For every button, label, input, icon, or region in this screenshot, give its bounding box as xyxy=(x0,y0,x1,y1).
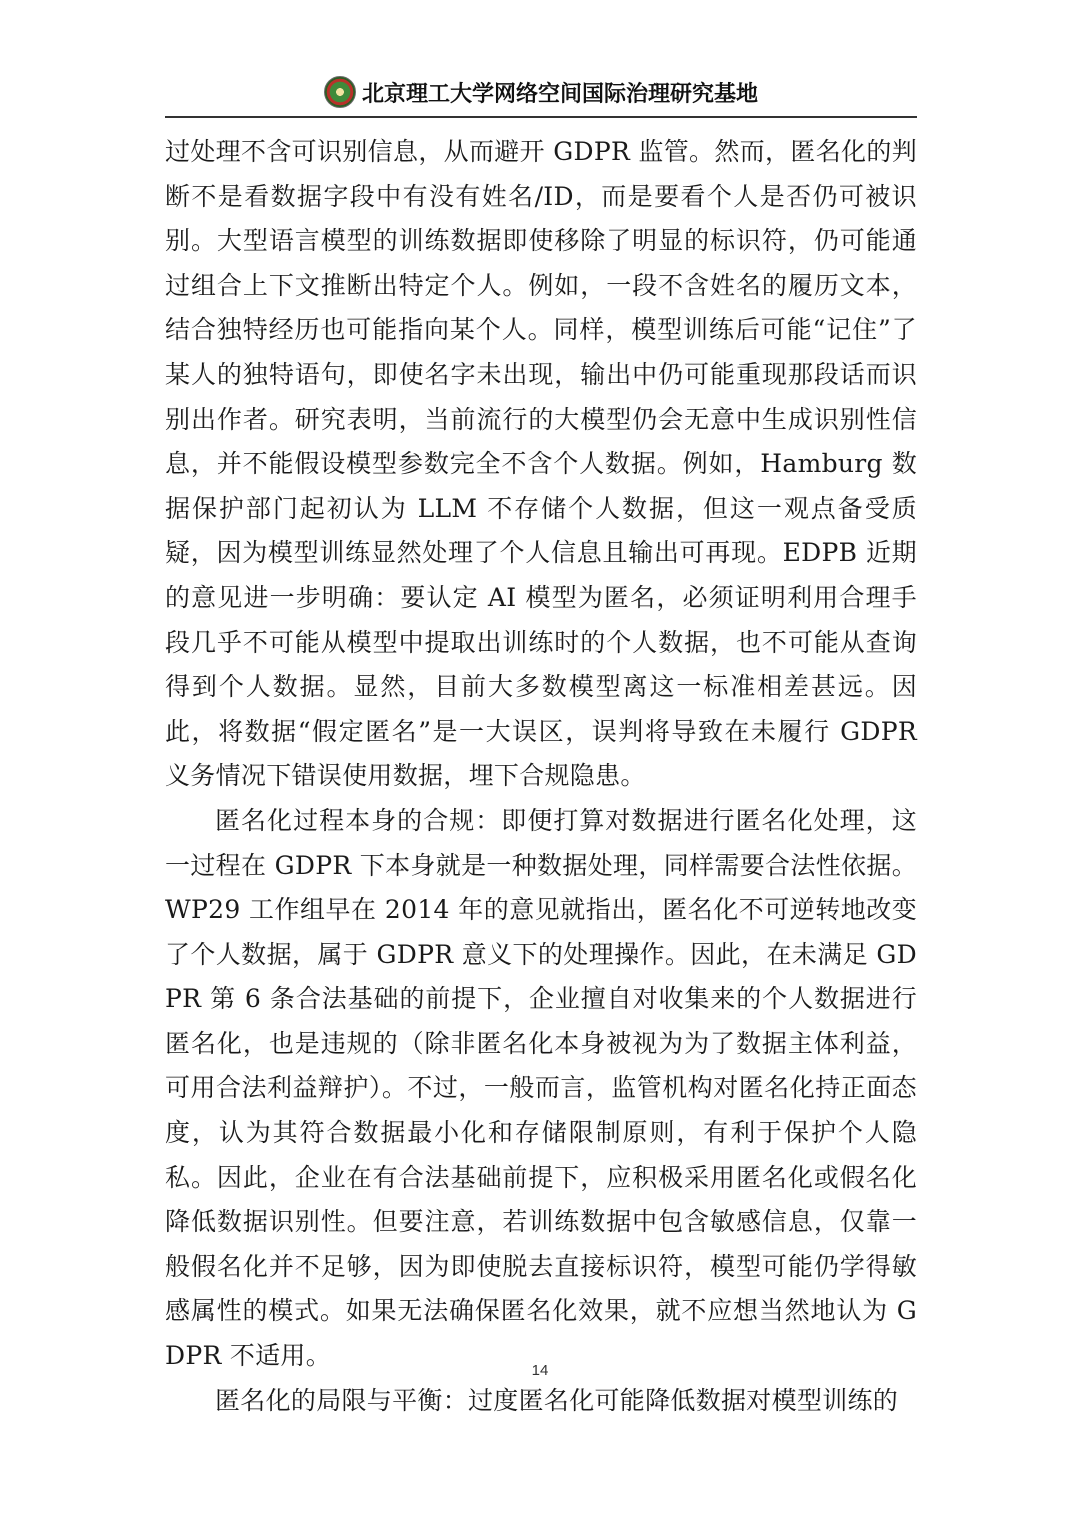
university-seal-icon xyxy=(324,76,356,108)
document-body xyxy=(165,130,917,1423)
page-number: 14 xyxy=(531,1362,549,1379)
page-header xyxy=(165,68,917,116)
paragraph-anonymization-compliance: 匿名化过程本身的合规：即便打算对数据进行匿名化处理，这一过程在 GDPR 下本身就是一种数据处理，同样需要合法性依据。WP29 工作组早在 2014 年的意见就指出，匿名化不可逆转地改变了个人数据，属于 GDPR 意义下的处理操作。因此，在未满足 GDPR 第 6 条合法基础的前提下，企业擅自对收集来的个人数据进行匿名化，也是违规的（除非匿名化本身被视为为了数据主体利益，可用合法利益辩护）。不过，一般而言，监管机构对匿名化持正面态度，认为其符合数据最小化和存储限制原则，有利于保护个人隐私。因此，企业在有合法基础前提下，应积极采用匿名化或假名化降低数据识别性。但要注意，若训练数据中包含敏感信息，仅靠一般假名化并不足够，因为即使脱去直接标识符，模型可能仍学得敏感属性的模式。如果无法确保匿名化效果，就不应想当然地认为 GDPR 不适用。 xyxy=(165,805,917,1371)
header-divider xyxy=(165,116,917,118)
header-title: 北京理工大学网络空间国际治理研究基地 xyxy=(361,81,758,107)
paragraph-continuation: 过处理不含可识别信息，从而避开 GDPR 监管。然而，匿名化的判断不是看数据字段中有没有姓名/ID，而是要看个人是否仍可被识别。大型语言模型的训练数据即使移除了明显的标识符，仍可能通过组合上下文推断出特定个人。例如，一段不含姓名的履历文本，结合独特经历也可能指向某个人。同样，模型训练后可能“记住”了某人的独特语句，即使名字未出现，输出中仍可能重现那段话而识别出作者。研究表明，当前流行的大模型仍会无意中生成识别性信息，并不能假设模型参数完全不含个人数据。例如，Hamburg 数据保护部门起初认为 LLM 不存储个人数据，但这一观点备受质疑，因为模型训练显然处理了个人信息且输出可再现。EDPB 近期的意见进一步明确：要认定 AI 模型为匿名，必须证明利用合理手段几乎不可能从模型中提取出训练时的个人数据，也不可能从查询得到个人数据。显然，目前大多数模型离这一标准相差甚远。因此，将数据“假定匿名”是一大误区，误判将导致在未履行 GDPR 义务情况下错误使用数据，埋下合规隐患。 xyxy=(165,137,917,791)
paragraph-anonymization-limits: 匿名化的局限与平衡：过度匿名化可能降低数据对模型训练的 xyxy=(215,1385,899,1415)
